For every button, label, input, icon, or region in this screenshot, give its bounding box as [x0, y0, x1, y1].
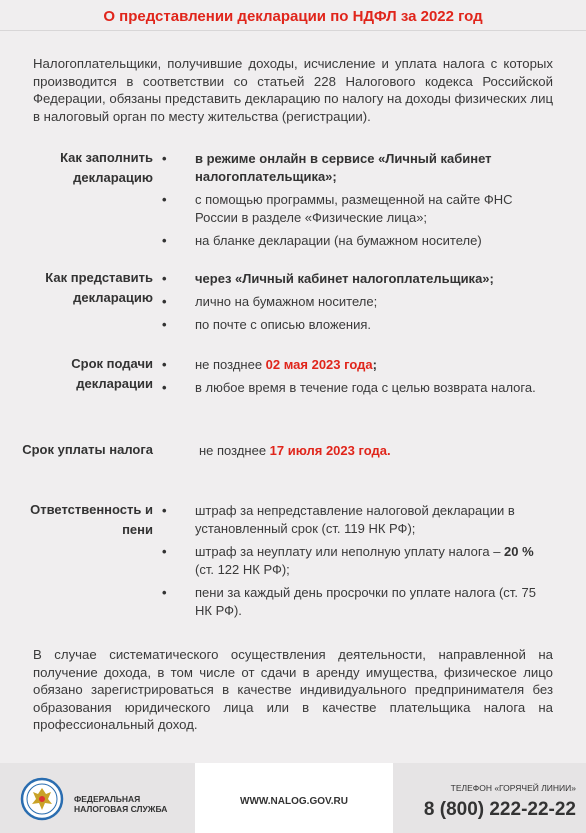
- deadline-date: 02 мая 2023 года: [265, 357, 373, 372]
- footer-org-block: [0, 763, 195, 833]
- section-payment-label: Срок уплаты налога: [22, 442, 153, 457]
- footer-website-block: [195, 763, 393, 833]
- liability-item-late-filing: • штраф за непредставление налоговой декларации в установленный срок (ст. 119 НК РФ);: [162, 503, 515, 536]
- fill-item-paper: • на бланке декларации (на бумажном носителе): [162, 233, 482, 248]
- hotline-label: ТЕЛЕФОН «ГОРЯЧЕЙ ЛИНИИ»: [450, 783, 576, 793]
- section-deadline-label: Срок подачи декларации: [71, 356, 153, 391]
- fill-item-online: • в режиме онлайн в сервисе «Личный кабинет налогоплательщика»;: [162, 151, 492, 184]
- bullet: •: [162, 317, 167, 332]
- website-link[interactable]: WWW.NALOG.GOV.RU: [240, 796, 348, 807]
- hotline-number[interactable]: 8 (800) 222-22-22: [423, 799, 576, 820]
- footer: [0, 763, 586, 833]
- submit-item-in-person: • лично на бумажном носителе;: [162, 294, 378, 309]
- bullet: •: [162, 380, 167, 395]
- bullet: •: [162, 271, 167, 286]
- footer-hotline-block: [393, 763, 586, 833]
- bullet: •: [162, 503, 167, 518]
- bullet: •: [162, 192, 167, 207]
- deadline-item-date: • не позднее 02 мая 2023 года;: [162, 357, 377, 372]
- bullet: •: [162, 357, 167, 372]
- intro-paragraph: Налогоплательщики, получившие доходы, исчисление и уплата налога с которых производится в соответствии со статьей 228 Налогового кодекса Российской Федерации, обязаны представить декларацию по налогу на доходы физических лиц в налоговый орган по месту жительства (регистрации).: [33, 56, 553, 124]
- bullet: •: [162, 294, 167, 309]
- liability-item-penalty: • пени за каждый день просрочки по уплате налога (ст. 75 НК РФ).: [162, 585, 537, 618]
- org-name: ФЕДЕРАЛЬНАЯ НАЛОГОВАЯ СЛУЖБА: [74, 794, 168, 814]
- bullet: •: [162, 233, 167, 248]
- outro-paragraph: В случае систематического осуществления деятельности, направленной на получение дохода, в том числе от сдачи в аренду имущества, физическое лицо обязано зарегистрироваться в качестве индивидуального предпринимателя без образования юридического лица или в качестве плательщика налога на профессиональный доход.: [33, 647, 553, 732]
- submit-item-cabinet: • через «Личный кабинет налогоплательщика»;: [162, 271, 494, 286]
- section-fill-label: Как заполнить декларацию: [60, 150, 153, 185]
- bullet: •: [162, 585, 167, 600]
- page-title: О представлении декларации по НДФЛ за 2022 год: [103, 8, 483, 25]
- deadline-item-refund: • в любое время в течение года с целью возврата налога.: [162, 380, 536, 395]
- payment-date: 17 июля 2023 года: [269, 443, 387, 458]
- fill-item-program: • с помощью программы, размещенной на сайте ФНС России в разделе «Физические лица»;: [162, 192, 513, 225]
- title-divider: [0, 30, 586, 31]
- submit-item-mail: • по почте с описью вложения.: [162, 317, 372, 332]
- liability-item-nonpayment: • штраф за неуплату или неполную уплату налога – 20 % (ст. 122 НК РФ);: [162, 544, 534, 577]
- payment-item: не позднее 17 июля 2023 года.: [199, 443, 391, 458]
- fns-emblem-icon: [20, 777, 64, 821]
- bullet: •: [162, 151, 167, 166]
- section-submit-label: Как представить декларацию: [45, 270, 153, 305]
- bullet: •: [162, 544, 167, 559]
- section-liability-label: Ответственность и пени: [30, 502, 153, 537]
